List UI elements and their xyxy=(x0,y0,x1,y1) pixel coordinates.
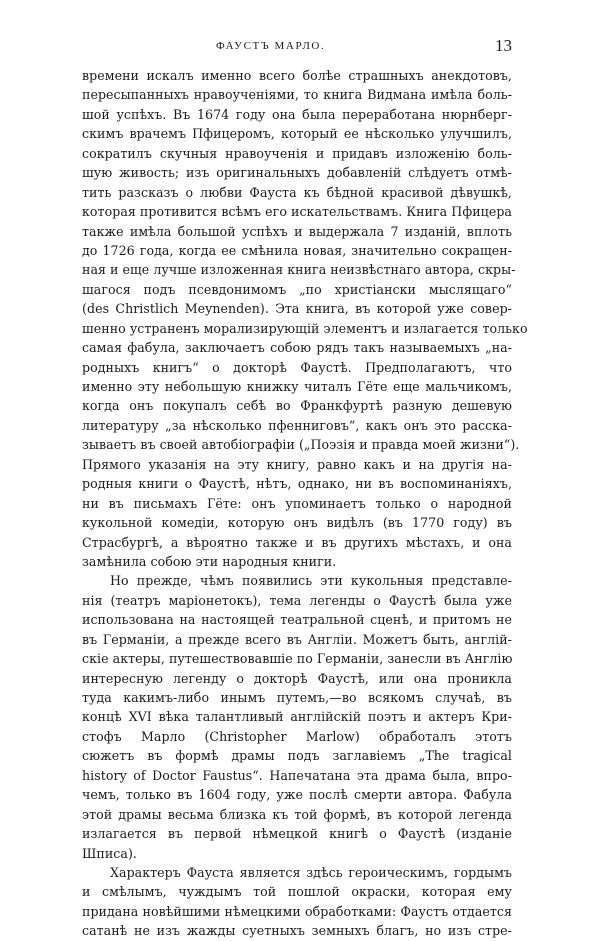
page-body xyxy=(82,66,528,941)
text-line: history of Doctor Faustus“. Напечатана эта драма была, впро- xyxy=(82,767,512,783)
text-line: также имѣла большой успѣхъ и выдержала 7 изданiй, вплоть xyxy=(82,223,512,239)
text-line: шагося подъ псевдонимомъ „по христiански мыслящаго“ xyxy=(82,281,512,297)
text-line: когда онъ покупалъ себѣ во Франкфуртѣ разную дешевую xyxy=(82,398,512,414)
text-line: и смѣлымъ, чуждымъ той пошлой окраски, которая ему xyxy=(82,884,512,900)
text-line: именно эту небольшую книжку читалъ Гёте еще мальчикомъ, xyxy=(82,379,512,394)
text-line: скiе актеры, путешествовавшiе по Германiи, занесли въ Англiю xyxy=(82,651,513,667)
text-line: въ Германiи, а прежде всего въ Англiи. Можетъ быть, англiй- xyxy=(82,631,512,647)
text-line: чемъ, только въ 1604 году, уже послѣ смерти автора. Фабула xyxy=(82,787,512,803)
text-line: родныя книги о Фаустѣ, нѣтъ, однако, ни въ воспоминанiяхъ, xyxy=(82,476,512,492)
text-line: скимъ врачемъ Пфицеромъ, который ее нѣсколько улучшилъ, xyxy=(82,126,512,142)
text-line: Страсбургѣ, а вѣроятно также и въ другихъ мѣстахъ, и она xyxy=(82,534,512,550)
text-line: (des Christlich Meynenden). Эта книга, въ которой уже совер- xyxy=(82,301,512,317)
text-line: концѣ XVI вѣка талантливый англiйскiй поэтъ и актеръ Кри- xyxy=(82,709,512,725)
text-line: ная и еще лучше изложенная книга неизвѣстнаго автора, скры- xyxy=(82,262,516,278)
text-line: сатанѣ не изъ жажды суетныхъ земныхъ благъ, но изъ стре- xyxy=(82,923,512,939)
text-line: излагается въ первой нѣмецкой книгѣ о Фаустѣ (изданiе xyxy=(82,826,512,842)
text-line: интересную легенду о докторѣ Фаустѣ, или она проникла xyxy=(82,670,512,686)
text-line: пересыпанныхъ нравоученiями, то книга Видмана имѣла боль- xyxy=(82,87,512,103)
page-number: 13 xyxy=(495,36,512,55)
text-line: Шписа). xyxy=(82,845,137,861)
text-line: времени искалъ именно всего болѣе страшныхъ анекдотовъ, xyxy=(82,68,512,83)
text-line: замѣнила собою эти народныя книги. xyxy=(82,553,337,569)
text-line: придана новѣйшими нѣмецкими обработками: Фаустъ отдается xyxy=(82,903,512,919)
text-line: самая фабула, заключаетъ собою рядъ такъ называемыхъ „на- xyxy=(82,340,512,356)
text-line: нiя (театръ марiонетокъ), тема легенды о Фаустѣ была уже xyxy=(82,592,512,608)
text-line: до 1726 года, когда ее смѣнила новая, значительно сокращен- xyxy=(82,242,512,258)
text-line: сократилъ скучныя нравоученiя и придавъ изложенiю боль- xyxy=(82,145,512,161)
text-line: Но прежде, чѣмъ появились эти кукольныя представле- xyxy=(110,573,512,589)
text-line: шой успѣхъ. Въ 1674 году она была переработана нюрнберг- xyxy=(82,106,512,122)
text-line: туда какимъ-либо инымъ путемъ,—во всякомъ случаѣ, въ xyxy=(82,690,512,705)
text-line: литературу „за нѣсколько пфенниговъ“, какъ онъ это расска- xyxy=(82,417,512,433)
text-line: родныхъ книгъ“ о докторѣ Фаустѣ. Предполагаютъ, что xyxy=(82,359,512,375)
text-line: Характеръ Фауста является здѣсь героическимъ, гордымъ xyxy=(110,864,512,880)
text-line: зываетъ въ своей автобiографiи („Поэзiя и правда моей жизни“). xyxy=(82,437,520,453)
text-line: Прямого указанiя на эту книгу, равно какъ и на другiя на- xyxy=(82,456,512,472)
text-line: стофъ Марло (Christopher Marlow) обработалъ этотъ xyxy=(82,728,512,744)
text-line: этой драмы весьма близка къ той формѣ, въ которой легенда xyxy=(82,806,512,822)
text-line: шую живость; изъ оригинальныхъ добавленiй слѣдуетъ отмѣ- xyxy=(82,165,512,181)
text-line: которая противится всѣмъ его искательствамъ. Книга Пфицера xyxy=(82,204,512,220)
text-line: сюжетъ въ формѣ драмы подъ заглавiемъ „The tragical xyxy=(82,748,512,764)
running-head: ФАУСТЪ МАРЛО. xyxy=(216,40,326,52)
text-line: тить разсказъ о любви Фауста къ бѣдной красивой дѣвушкѣ, xyxy=(82,184,512,200)
text-line: шенно устраненъ морализирующiй элементъ и излагается только xyxy=(82,320,528,336)
text-line: ни въ письмахъ Гёте: онъ упоминаетъ только о народной xyxy=(82,495,512,511)
text-line: кукольной комедiи, которую онъ видѣлъ (въ 1770 году) въ xyxy=(82,515,512,531)
text-line: использована на настоящей театральной сценѣ, и притомъ не xyxy=(82,612,512,628)
